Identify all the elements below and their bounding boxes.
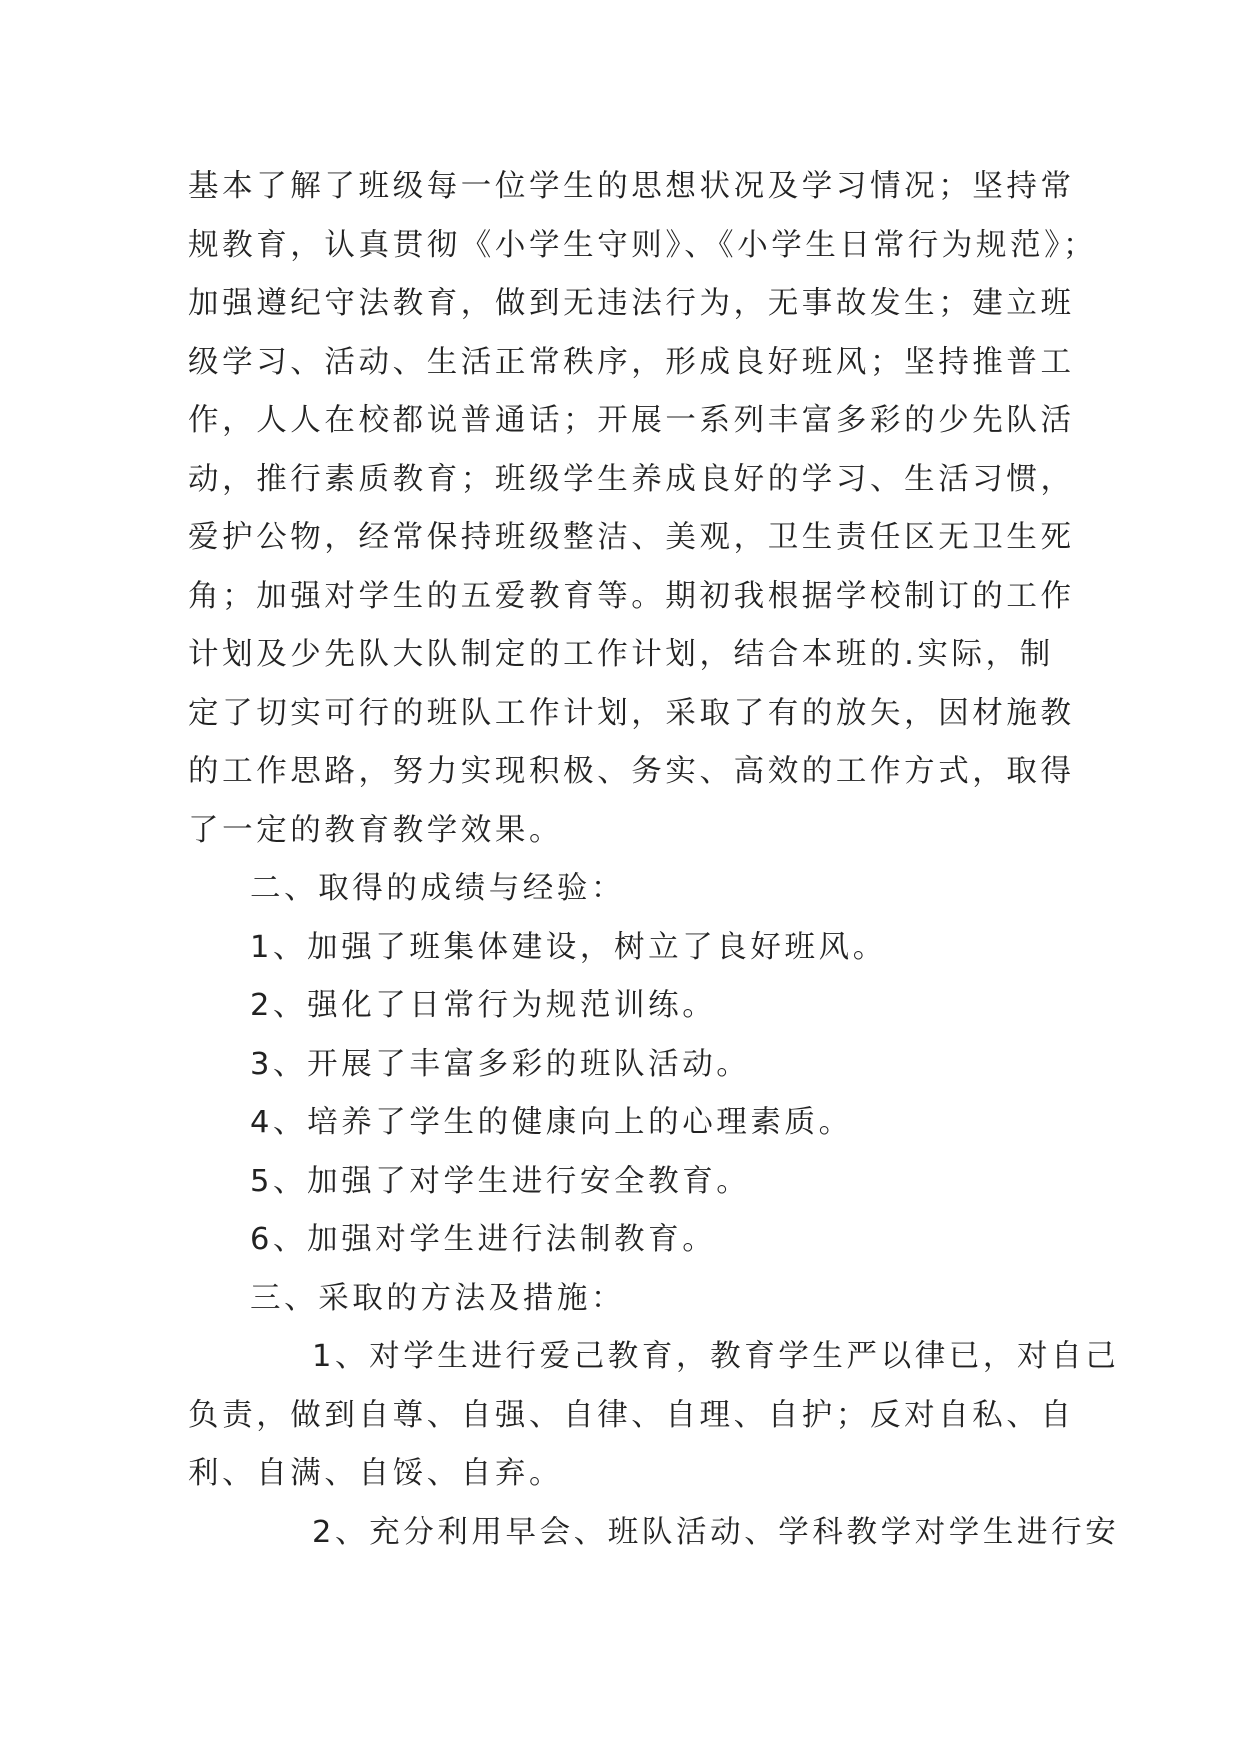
intro-paragraph (188, 158, 1098, 860)
text-line: 利、自满、自馁、自弃。 (188, 1456, 564, 1491)
text-line: 加强遵纪守法教育，做到无违法行为，无事故发生；建立班 (188, 286, 1075, 321)
text-line: 负责，做到自尊、自强、自律、自理、自护；反对自私、自 (188, 1397, 1075, 1433)
text-line: 的工作思路，努力实现积极、务实、高效的工作方式，取得 (188, 754, 1075, 789)
achievement-item-3: 3、开展了丰富多彩的班队活动。 (250, 1046, 751, 1082)
text-line: 级学习、活动、生活正常秩序，形成良好班风；坚持推普工 (188, 344, 1075, 380)
text-line: 2、充分利用早会、班队活动、学科教学对学生进行安 (312, 1514, 1120, 1550)
achievement-item-1: 1、加强了班集体建设，树立了良好班风。 (250, 929, 887, 965)
achievement-item-2: 2、强化了日常行为规范训练。 (250, 988, 717, 1023)
text-line: 规教育，认真贯彻《小学生守则》、《小学生日常行为规范》； (188, 227, 1098, 263)
achievement-item-5: 5、加强了对学生进行安全教育。 (250, 1163, 751, 1199)
text-line: 动，推行素质教育；班级学生养成良好的学习、生活习惯， (188, 461, 1075, 497)
text-line: 角；加强对学生的五爱教育等。期初我根据学校制订的工作 (188, 578, 1075, 614)
text-line: 基本了解了班级每一位学生的思想状况及学习情况；坚持常 (188, 169, 1075, 204)
document-body (188, 158, 1120, 1562)
achievement-item-4: 4、培养了学生的健康向上的心理素质。 (250, 1105, 853, 1140)
text-line: 定了切实可行的班队工作计划，采取了有的放矢，因材施教 (188, 695, 1075, 731)
section-heading-methods: 三、采取的方法及措施： (250, 1280, 626, 1316)
text-line: 作，人人在校都说普通话；开展一系列丰富多彩的少先队活 (188, 403, 1075, 438)
achievement-item-6: 6、加强对学生进行法制教育。 (250, 1222, 717, 1257)
text-line: 了一定的教育教学效果。 (188, 812, 564, 848)
method-item-1 (188, 1328, 1120, 1504)
method-item-2 (188, 1504, 1120, 1563)
text-line: 爱护公物，经常保持班级整洁、美观，卫生责任区无卫生死 (188, 520, 1075, 555)
text-line: 计划及少先队大队制定的工作计划，结合本班的.实际，制 (188, 637, 1054, 672)
section-heading-achievements: 二、取得的成绩与经验： (250, 871, 626, 906)
text-line: 1、对学生进行爱己教育，教育学生严以律已，对自己 (312, 1339, 1120, 1374)
